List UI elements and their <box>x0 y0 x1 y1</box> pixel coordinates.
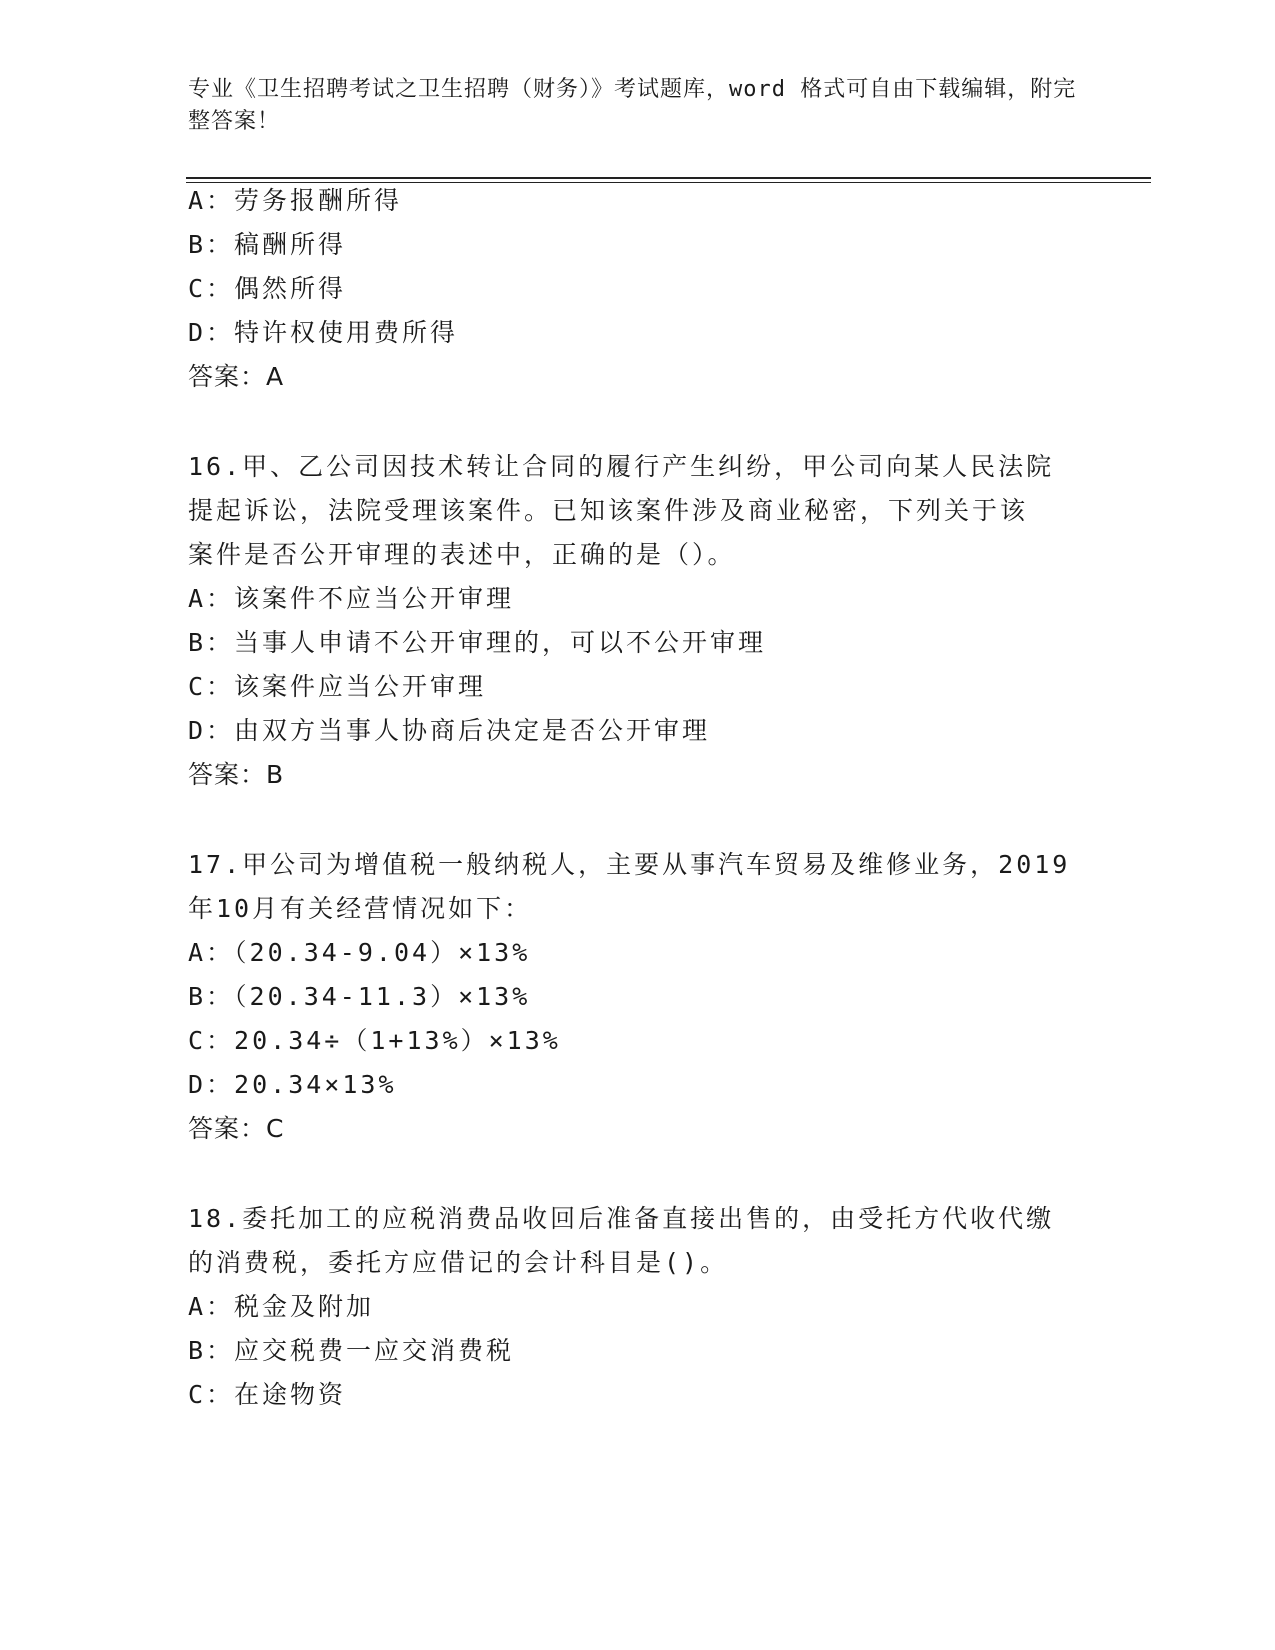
option-b: B：当事人申请不公开审理的，可以不公开审理 <box>188 628 767 657</box>
option-b: B：（20.34-11.3）×13% <box>188 982 531 1011</box>
option-a: A：（20.34-9.04）×13% <box>188 938 531 967</box>
option-b: B：应交税费一应交消费税 <box>188 1336 515 1365</box>
option-c: C：该案件应当公开审理 <box>188 672 487 701</box>
question-stem: 16.甲、乙公司因技术转让合同的履行产生纠纷，甲公司向某人民法院 <box>188 452 1055 481</box>
question-stem: 17.甲公司为增值税一般纳税人，主要从事汽车贸易及维修业务，2019 <box>188 850 1071 879</box>
answer-label: 答案：C <box>188 1114 285 1143</box>
option-a: A：税金及附加 <box>188 1292 375 1321</box>
option-d: D：由双方当事人协商后决定是否公开审理 <box>188 716 711 745</box>
question-stem: 的消费税，委托方应借记的会计科目是()。 <box>188 1248 729 1277</box>
question-stem: 年10月有关经营情况如下： <box>188 894 533 923</box>
option-c: C：在途物资 <box>188 1380 347 1409</box>
answer-label: 答案：B <box>188 760 285 789</box>
option-d: D：20.34×13% <box>188 1070 397 1099</box>
option-c: C：偶然所得 <box>188 274 347 303</box>
option-d: D：特许权使用费所得 <box>188 318 459 347</box>
option-a: A：该案件不应当公开审理 <box>188 584 515 613</box>
question-stem: 18.委托加工的应税消费品收回后准备直接出售的，由受托方代收代缴 <box>188 1204 1055 1233</box>
option-c: C：20.34÷（1+13%）×13% <box>188 1026 561 1055</box>
question-stem: 案件是否公开审理的表述中，正确的是（）。 <box>188 540 736 569</box>
answer-label: 答案：A <box>188 362 285 391</box>
option-a: A：劳务报酬所得 <box>188 186 403 215</box>
header-divider <box>186 177 1151 183</box>
option-b: B：稿酬所得 <box>188 230 347 259</box>
question-stem: 提起诉讼，法院受理该案件。已知该案件涉及商业秘密，下列关于该 <box>188 496 1029 525</box>
document-header: 专业《卫生招聘考试之卫生招聘（财务）》考试题库，word 格式可自由下载编辑，附完整答案！ <box>188 77 1077 134</box>
